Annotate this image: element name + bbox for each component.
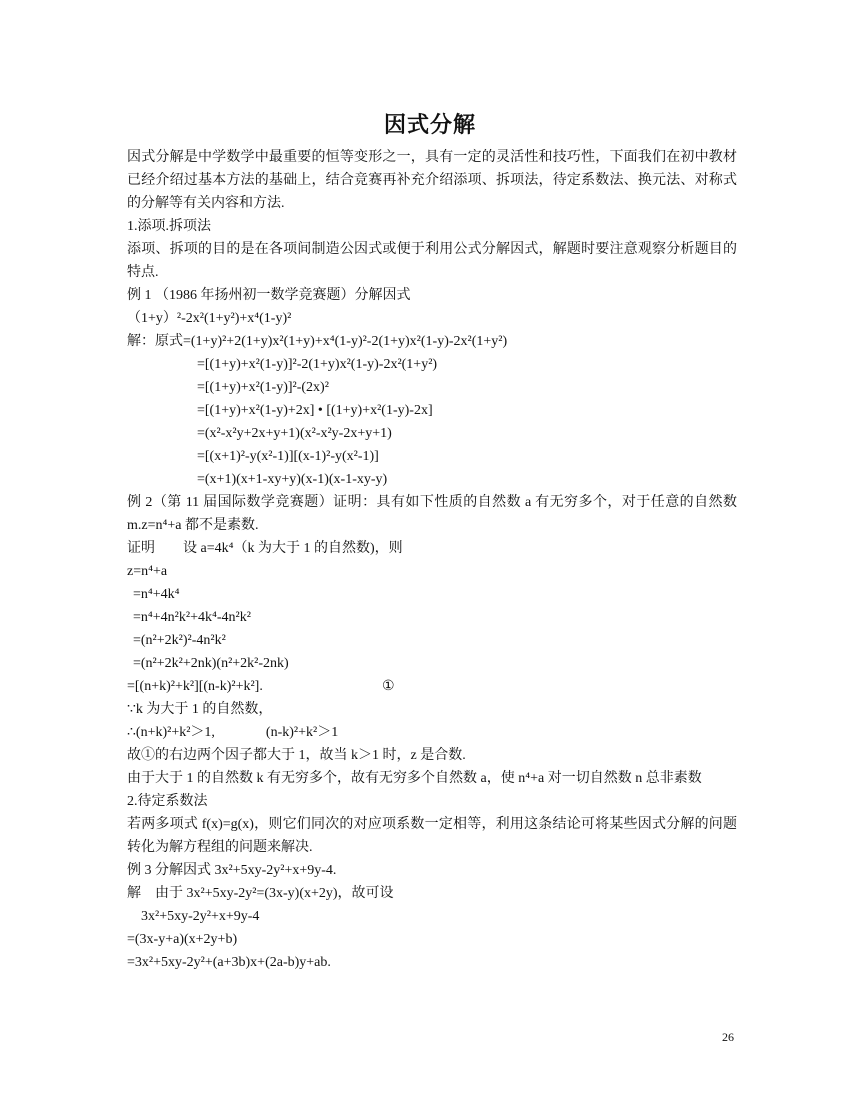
example1-solution-line: =[(1+y)+x²(1-y)]²-2(1+y)x²(1-y)-2x²(1+y²)	[197, 357, 438, 372]
example2-proof-line: =n⁴+4n²k²+4k⁴-4n²k²	[133, 610, 251, 625]
example1-expression: （1+y）²-2x²(1+y²)+x⁴(1-y)²	[127, 311, 292, 326]
example2-proof-line-marked	[127, 675, 737, 698]
example2-therefore	[127, 721, 737, 744]
example3-title: 例 3 分解因式 3x²+5xy-2y²+x+9y-4.	[127, 863, 337, 878]
example2-proof-intro: 证明 设 a=4k⁴（k 为大于 1 的自然数)，则	[127, 541, 403, 556]
example2-proof-line: z=n⁴+a	[127, 564, 168, 579]
example2-proof-line: =n⁴+4k⁴	[133, 587, 180, 602]
example1-solution-line: 解：原式=(1+y)²+2(1+y)x²(1+y)+x⁴(1-y)²-2(1+y)x²(1-y)-2x²(1+y²)	[127, 334, 508, 349]
document-body	[127, 146, 737, 974]
example3-line: =(3x-y+a)(x+2y+b)	[127, 932, 238, 947]
section1-description: 添项、拆项的目的是在各项间制造公因式或便于利用公式分解因式，解题时要注意观察分析题目的特点.	[127, 242, 737, 280]
therefore-part-b: (n-k)²+k²＞1	[265, 725, 339, 740]
example2-title: 例 2（第 11 届国际数学竞赛题）证明：具有如下性质的自然数 a 有无穷多个，对于任意的自然数 m.z=n⁴+a 都不是素数.	[127, 495, 737, 533]
page-title: 因式分解	[383, 113, 476, 138]
example2-conclusion: 由于大于 1 的自然数 k 有无穷多个，故有无穷多个自然数 a，使 n⁴+a 对一切自然数 n 总非素数	[127, 771, 702, 786]
section2-heading: 2.待定系数法	[127, 794, 208, 809]
example2-because: ∵k 为大于 1 的自然数，	[127, 702, 273, 717]
example1-title: 例 1 （1986 年扬州初一数学竞赛题）分解因式	[127, 288, 411, 303]
section2-description: 若两多项式 f(x)=g(x)，则它们同次的对应项系数一定相等，利用这条结论可将某些因式分解的问题转化为解方程组的问题来解决.	[127, 817, 737, 855]
intro-paragraph: 因式分解是中学数学中最重要的恒等变形之一，具有一定的灵活性和技巧性，下面我们在初中教材已经介绍过基本方法的基础上，结合竞赛再补充介绍添项、拆项法，待定系数法、换元法、对称式的分解等有关内容和方法.	[127, 150, 737, 211]
example2-proof-line: =(n²+2k²+2nk)(n²+2k²-2nk)	[133, 656, 289, 671]
section1-heading: 1.添项.拆项法	[127, 219, 211, 234]
example1-solution-line: =[(x+1)²-y(x²-1)][(x-1)²-y(x²-1)]	[197, 449, 379, 464]
example1-solution-line: =[(1+y)+x²(1-y)+2x] • [(1+y)+x²(1-y)-2x]	[197, 403, 433, 418]
example1-solution-line: =[(1+y)+x²(1-y)]²-(2x)²	[197, 380, 329, 395]
example1-solution-line: =(x²-x²y+2x+y+1)(x²-x²y-2x+y+1)	[197, 426, 392, 441]
example1-solution-line: =(x+1)(x+1-xy+y)(x-1)(x-1-xy-y)	[197, 472, 388, 487]
example2-proof-line: =[(n+k)²+k²][(n-k)²+k²].	[127, 679, 263, 694]
therefore-part-a: ∴(n+k)²+k²＞1,	[127, 725, 215, 740]
example2-conclusion: 故①的右边两个因子都大于 1，故当 k＞1 时，z 是合数.	[127, 748, 466, 763]
example2-proof-line: =(n²+2k²)²-4n²k²	[133, 633, 226, 648]
page-number: 26	[722, 1030, 734, 1044]
example3-line: 3x²+5xy-2y²+x+9y-4	[141, 909, 260, 924]
example3-line: =3x²+5xy-2y²+(a+3b)x+(2a-b)y+ab.	[127, 955, 331, 970]
example3-solution: 解 由于 3x²+5xy-2y²=(3x-y)(x+2y)，故可设	[127, 886, 394, 901]
circled-one-marker: ①	[382, 679, 395, 694]
